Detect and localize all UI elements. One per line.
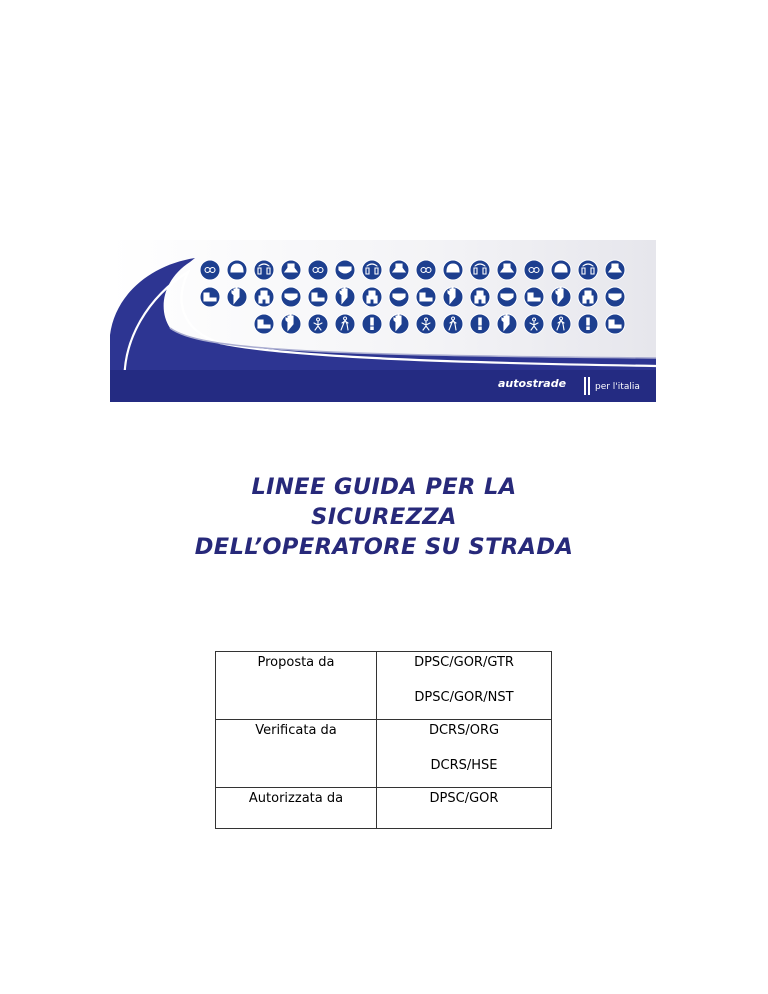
unit-code: DCRS/HSE — [430, 758, 498, 773]
goggles-icon — [416, 260, 436, 280]
unit-code: DPSC/GOR/NST — [414, 690, 514, 705]
units-cell — [377, 652, 552, 720]
safety-boots-icon — [254, 314, 274, 334]
gloves-icon — [389, 314, 409, 334]
safety-boots-icon — [524, 287, 544, 307]
approval-table — [215, 651, 552, 829]
face-shield-icon — [281, 287, 301, 307]
title-line-3: DELL’OPERATORE SU STRADA — [194, 534, 574, 560]
safety-boots-icon — [416, 287, 436, 307]
face-shield-icon — [335, 260, 355, 280]
brand-divider — [584, 377, 586, 395]
table-row — [216, 788, 552, 829]
role-label: Autorizzata da — [248, 791, 344, 806]
goggles-icon — [524, 260, 544, 280]
safety-boots-icon — [605, 314, 625, 334]
title-line-2: SICUREZZA — [311, 504, 457, 530]
ear-protection-icon — [470, 260, 490, 280]
safety-boots-icon — [308, 287, 328, 307]
harness-icon — [416, 314, 436, 334]
face-shield-icon — [389, 287, 409, 307]
units-cell — [377, 788, 552, 829]
header-banner — [110, 240, 656, 402]
gloves-icon — [497, 314, 517, 334]
table-row — [216, 652, 552, 720]
brand-band — [110, 370, 656, 402]
brand-divider — [588, 377, 590, 395]
overalls-icon — [362, 287, 382, 307]
exclamation-icon — [362, 314, 382, 334]
unit-code: DCRS/ORG — [428, 723, 500, 738]
helmet-icon — [443, 260, 463, 280]
ear-protection-icon — [362, 260, 382, 280]
role-label: Verificata da — [255, 723, 337, 738]
gloves-icon — [281, 314, 301, 334]
overalls-icon — [254, 287, 274, 307]
gloves-icon — [335, 287, 355, 307]
pedestrian-icon — [443, 314, 463, 334]
role-label: Proposta da — [257, 655, 335, 670]
banner-graphic — [110, 240, 656, 402]
respirator-mask-icon — [497, 260, 517, 280]
unit-code: DPSC/GOR — [429, 791, 499, 806]
ear-protection-icon — [254, 260, 274, 280]
harness-icon — [308, 314, 328, 334]
harness-icon — [524, 314, 544, 334]
exclamation-icon — [578, 314, 598, 334]
pedestrian-icon — [551, 314, 571, 334]
respirator-mask-icon — [281, 260, 301, 280]
role-cell — [216, 788, 377, 829]
title-line-1: LINEE GUIDA PER LA — [251, 474, 517, 500]
brand-name: autostrade — [498, 377, 567, 390]
overalls-icon — [578, 287, 598, 307]
goggles-icon — [200, 260, 220, 280]
goggles-icon — [308, 260, 328, 280]
role-cell — [216, 652, 377, 720]
helmet-icon — [551, 260, 571, 280]
gloves-icon — [227, 287, 247, 307]
table-row — [216, 720, 552, 788]
overalls-icon — [470, 287, 490, 307]
role-cell — [216, 720, 377, 788]
units-cell — [377, 720, 552, 788]
gloves-icon — [551, 287, 571, 307]
gloves-icon — [443, 287, 463, 307]
exclamation-icon — [470, 314, 490, 334]
ear-protection-icon — [578, 260, 598, 280]
safety-boots-icon — [200, 287, 220, 307]
document-title — [0, 472, 768, 562]
respirator-mask-icon — [605, 260, 625, 280]
respirator-mask-icon — [389, 260, 409, 280]
unit-code: DPSC/GOR/GTR — [414, 655, 514, 670]
pedestrian-icon — [335, 314, 355, 334]
face-shield-icon — [497, 287, 517, 307]
brand-tagline: per l'italia — [595, 382, 640, 392]
helmet-icon — [227, 260, 247, 280]
face-shield-icon — [605, 287, 625, 307]
